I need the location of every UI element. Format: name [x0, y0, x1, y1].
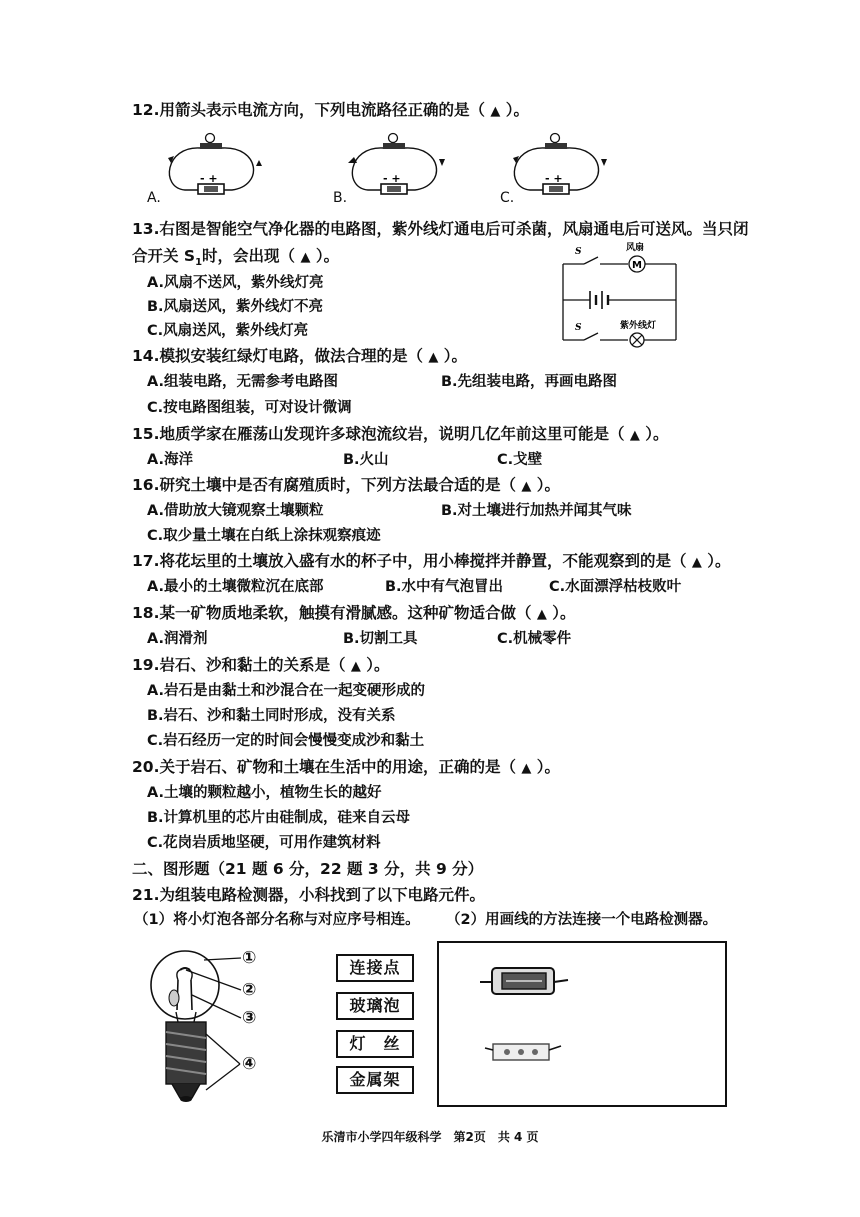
answer-blank[interactable]: ▲ — [629, 428, 640, 443]
q15-option-b[interactable]: B.火山 — [343, 452, 389, 468]
q19-option-c[interactable]: C.岩石经历一定的时间会慢慢变成沙和黏土 — [147, 733, 425, 749]
q13-circuit-diagram — [558, 240, 688, 352]
q12-option-b[interactable]: B. — [333, 190, 348, 206]
q13-line2-a: 合开关 S — [132, 247, 196, 265]
label-box-glass-bulb[interactable]: 玻璃泡 — [336, 992, 414, 1020]
label-box-metal-frame[interactable]: 金属架 — [336, 1066, 414, 1094]
switch-s2-label: S — [575, 323, 582, 333]
switch-s1-label: S — [575, 247, 582, 257]
q13-line2 — [132, 246, 339, 273]
q12-circuit-a — [160, 128, 270, 198]
battery-holder-icon — [480, 964, 570, 998]
label-box-filament[interactable]: 灯 丝 — [336, 1030, 414, 1058]
q13-line2-end: ）。 — [315, 247, 340, 265]
motor-symbol: M — [632, 260, 642, 271]
q14-option-b[interactable]: B.先组装电路，再画电路图 — [441, 374, 618, 390]
q14-option-c[interactable]: C.按电路图组装，可对设计微调 — [147, 400, 352, 416]
q13-option-c[interactable]: C.风扇送风，紫外线灯亮 — [147, 323, 309, 339]
label-box-connection-point[interactable]: 连接点 — [336, 954, 414, 982]
q20-stem-text: 20.关于岩石、矿物和土壤在生活中的用途，正确的是（ — [132, 758, 516, 776]
svg-text:- +: - + — [545, 172, 563, 185]
q14-stem-end: ）。 — [443, 347, 468, 365]
part-number-2: ② — [242, 980, 257, 1000]
q18-option-c[interactable]: C.机械零件 — [497, 631, 572, 647]
answer-blank[interactable]: ▲ — [536, 607, 547, 622]
q18-stem-text: 18.某一矿物质地柔软，触摸有滑腻感。这种矿物适合做（ — [132, 604, 532, 622]
q18-stem — [132, 603, 576, 625]
q14-stem — [132, 346, 467, 368]
part-number-4: ④ — [242, 1054, 257, 1074]
q13-option-a[interactable]: A.风扇不送风，紫外线灯亮 — [147, 275, 324, 291]
answer-blank[interactable]: ▲ — [521, 761, 532, 776]
q15-stem-end: ）。 — [645, 425, 669, 443]
q16-stem-end: ）。 — [536, 476, 561, 494]
q17-option-b[interactable]: B.水中有气泡冒出 — [385, 579, 504, 595]
q12-option-c[interactable]: C. — [500, 190, 515, 206]
q16-stem-text: 16.研究土壤中是否有腐殖质时，下列方法最合适的是（ — [132, 476, 516, 494]
q12-circuit-b — [343, 128, 453, 198]
q19-stem — [132, 655, 390, 677]
q12-stem — [132, 100, 529, 122]
q12-circuit-c — [505, 128, 615, 198]
q13-option-b[interactable]: B.风扇送风，紫外线灯不亮 — [147, 299, 324, 315]
q12-option-a[interactable]: A. — [147, 190, 161, 206]
svg-text:- +: - + — [200, 172, 218, 185]
q16-option-b[interactable]: B.对土壤进行加热并闻其气味 — [441, 503, 632, 519]
q21-sub1: （1）将小灯泡各部分名称与对应序号相连。 — [134, 912, 420, 928]
q16-option-a[interactable]: A.借助放大镜观察土壤颗粒 — [147, 503, 324, 519]
q17-option-a[interactable]: A.最小的土壤微粒沉在底部 — [147, 579, 324, 595]
q12-stem-end: ）。 — [505, 101, 530, 119]
q14-stem-text: 14.模拟安装红绿灯电路，做法合理的是（ — [132, 347, 423, 365]
q16-stem — [132, 475, 560, 497]
section2-heading: 二、图形题（21 题 6 分，22 题 3 分，共 9 分） — [132, 860, 484, 878]
q15-stem — [132, 424, 669, 446]
q15-option-a[interactable]: A.海洋 — [147, 452, 193, 468]
part-number-3: ③ — [242, 1008, 257, 1028]
q19-stem-text: 19.岩石、沙和黏土的关系是（ — [132, 656, 346, 674]
uv-lamp-label: 紫外线灯 — [620, 321, 657, 331]
q17-stem-end: ）。 — [707, 552, 731, 570]
fan-label: 风扇 — [626, 243, 645, 253]
q13-line2-b: 时，会出现（ — [202, 247, 296, 265]
q21-sub2: （2）用画线的方法连接一个电路检测器。 — [446, 912, 718, 928]
q13-subscript: 1 — [195, 257, 203, 269]
page-footer: 乐清市小学四年级科学 第2页 共 4 页 — [321, 1130, 539, 1144]
answer-blank[interactable]: ▲ — [428, 350, 439, 365]
answer-blank[interactable]: ▲ — [521, 479, 532, 494]
q20-stem-end: ）。 — [536, 758, 561, 776]
q17-stem-text: 17.将花坛里的土壤放入盛有水的杯子中，用小棒搅拌并静置，不能观察到的是（ — [132, 552, 687, 570]
q20-stem — [132, 757, 560, 779]
answer-blank[interactable]: ▲ — [490, 104, 501, 119]
answer-blank[interactable]: ▲ — [691, 555, 702, 570]
part-number-1: ① — [242, 948, 257, 968]
svg-text:- +: - + — [383, 172, 401, 185]
q20-option-c[interactable]: C.花岗岩质地坚硬，可用作建筑材料 — [147, 835, 381, 851]
q15-stem-text: 15.地质学家在雁荡山发现许多球泡流纹岩，说明几亿年前这里可能是（ — [132, 425, 625, 443]
answer-blank[interactable]: ▲ — [300, 250, 311, 265]
q12-stem-text: 12.用箭头表示电流方向，下列电流路径正确的是（ — [132, 101, 485, 119]
bulb-holder-icon — [485, 1036, 565, 1066]
light-bulb-illustration — [148, 940, 278, 1110]
q21-stem: 21.为组装电路检测器，小科找到了以下电路元件。 — [132, 886, 485, 904]
q15-option-c[interactable]: C.戈壁 — [497, 452, 543, 468]
q13-line1: 13.右图是智能空气净化器的电路图，紫外线灯通电后可杀菌，风扇通电后可送风。当只闭 — [132, 220, 749, 238]
q14-option-a[interactable]: A.组装电路，无需参考电路图 — [147, 374, 338, 390]
q20-option-a[interactable]: A.土壤的颗粒越小，植物生长的越好 — [147, 785, 382, 801]
answer-blank[interactable]: ▲ — [350, 659, 361, 674]
q20-option-b[interactable]: B.计算机里的芯片由硅制成，硅来自云母 — [147, 810, 411, 826]
q16-option-c[interactable]: C.取少量土壤在白纸上涂抹观察痕迹 — [147, 528, 381, 544]
q19-option-a[interactable]: A.岩石是由黏土和沙混合在一起变硬形成的 — [147, 683, 425, 699]
q19-stem-end: ）。 — [366, 656, 390, 674]
q17-option-c[interactable]: C.水面漂浮枯枝败叶 — [549, 579, 682, 595]
q18-option-b[interactable]: B.切割工具 — [343, 631, 418, 647]
q18-stem-end: ）。 — [552, 604, 576, 622]
q19-option-b[interactable]: B.岩石、沙和黏土同时形成，没有关系 — [147, 708, 396, 724]
q17-stem — [132, 551, 731, 573]
q18-option-a[interactable]: A.润滑剂 — [147, 631, 208, 647]
